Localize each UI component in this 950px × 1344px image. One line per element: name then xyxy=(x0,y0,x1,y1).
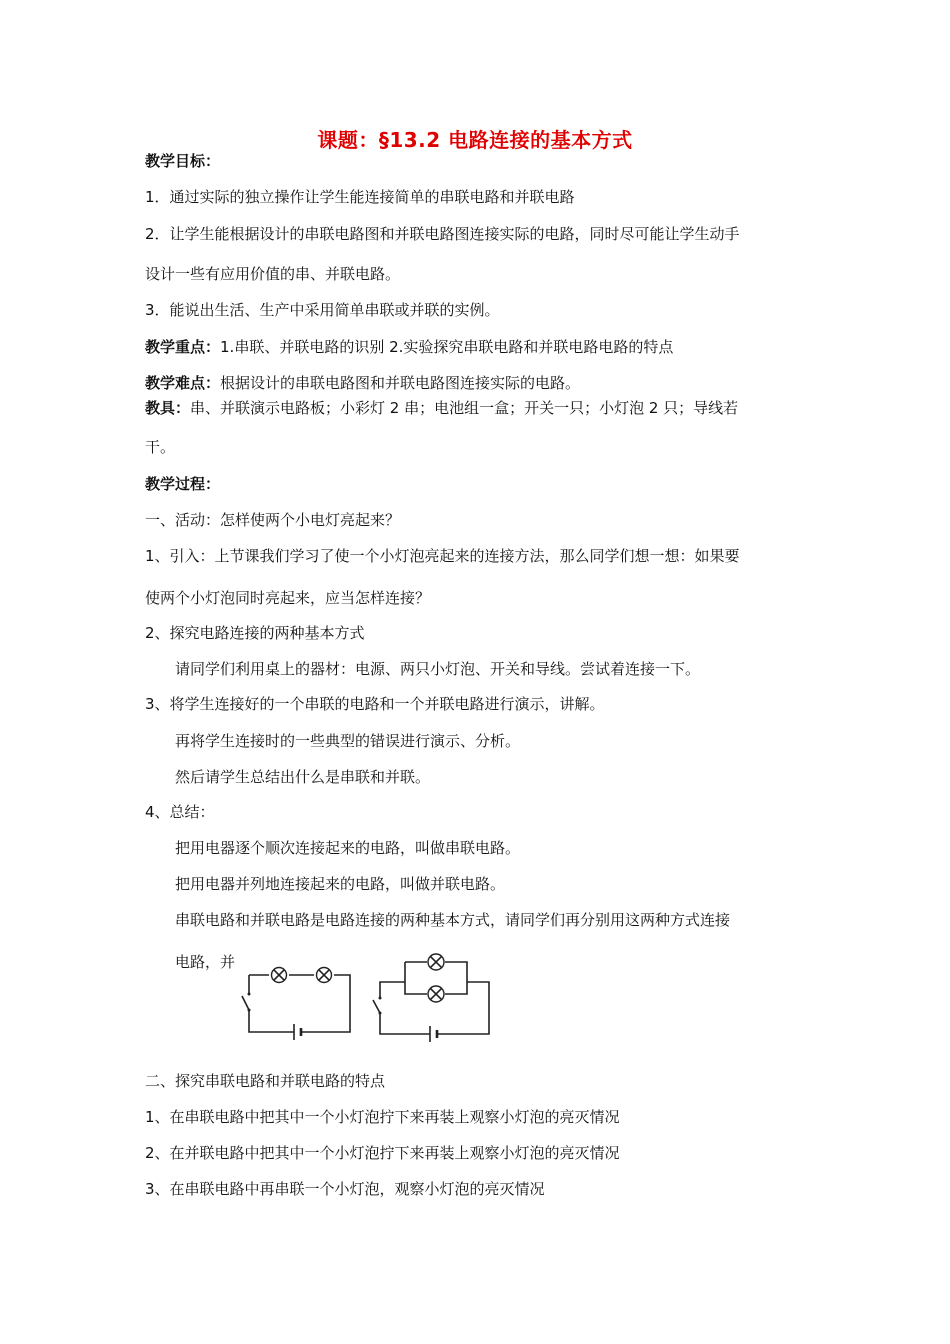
lamp-icon xyxy=(428,986,444,1002)
objective-item: 设计一些有应用价值的串、并联电路。 xyxy=(145,265,401,283)
objective-item: 1．通过实际的独立操作让学生能连接简单的串联电路和并联电路 xyxy=(145,188,575,206)
process-heading: 教学过程： xyxy=(145,475,221,493)
page-title: 课题：§13.2 电路连接的基本方式 xyxy=(317,128,633,152)
key-points xyxy=(145,337,673,357)
lamp-icon xyxy=(272,968,287,983)
process-line: 再将学生连接时的一些典型的错误进行演示、分析。 xyxy=(175,732,521,750)
tools-text: 串、并联演示电路板；小彩灯 2 串；电池组一盒；开关一只；小灯泡 2 只；导线若 xyxy=(190,399,739,417)
section2-line: 3、在串联电路中再串联一个小灯泡，观察小灯泡的亮灭情况 xyxy=(145,1180,545,1198)
process-line: 使两个小灯泡同时亮起来，应当怎样连接？ xyxy=(145,589,431,607)
process-line: 串联电路和并联电路是电路连接的两种基本方式，请同学们再分别用这两种方式连接 xyxy=(175,911,731,929)
process-line: 电路，并 xyxy=(175,953,236,971)
process-line: 1、引入：上节课我们学习了使一个小灯泡亮起来的连接方法，那么同学们想一想：如果要 xyxy=(145,547,740,565)
parallel-circuit-diagram xyxy=(365,950,500,1042)
difficulties xyxy=(145,373,580,393)
section2-line: 2、在并联电路中把其中一个小灯泡拧下来再装上观察小灯泡的亮灭情况 xyxy=(145,1144,620,1162)
tools-label: 教具： xyxy=(145,399,191,417)
section2-heading: 二、探究串联电路和并联电路的特点 xyxy=(145,1072,386,1090)
process-line: 然后请学生总结出什么是串联和并联。 xyxy=(175,768,431,786)
process-line: 3、将学生连接好的一个串联的电路和一个并联电路进行演示，讲解。 xyxy=(145,695,605,713)
process-line: 2、探究电路连接的两种基本方式 xyxy=(145,624,365,642)
key-points-label: 教学重点： xyxy=(145,338,221,356)
process-line: 一、活动：怎样使两个小电灯亮起来？ xyxy=(145,511,401,529)
tools-cont: 干。 xyxy=(145,438,176,456)
difficulties-label: 教学难点： xyxy=(145,374,221,392)
process-line: 4、总结： xyxy=(145,803,215,821)
process-line: 把用电器逐个顺次连接起来的电路，叫做串联电路。 xyxy=(175,839,521,857)
process-line: 请同学们利用桌上的器材：电源、两只小灯泡、开关和导线。尝试着连接一下。 xyxy=(175,660,701,678)
objective-item: 2．让学生能根据设计的串联电路图和并联电路图连接实际的电路，同时尽可能让学生动手 xyxy=(145,225,740,243)
objectives-heading: 教学目标： xyxy=(145,152,221,170)
key-points-text: 1.串联、并联电路的识别 2.实验探究串联电路和并联电路电路的特点 xyxy=(220,338,674,356)
section2-line: 1、在串联电路中把其中一个小灯泡拧下来再装上观察小灯泡的亮灭情况 xyxy=(145,1108,620,1126)
series-circuit-diagram xyxy=(232,960,357,1040)
objective-item: 3．能说出生活、生产中采用简单串联或并联的实例。 xyxy=(145,301,500,319)
difficulties-text: 根据设计的串联电路图和并联电路图连接实际的电路。 xyxy=(220,374,581,392)
process-line: 把用电器并列地连接起来的电路，叫做并联电路。 xyxy=(175,875,506,893)
lamp-icon xyxy=(428,954,444,970)
lamp-icon xyxy=(317,968,332,983)
tools xyxy=(145,398,738,418)
